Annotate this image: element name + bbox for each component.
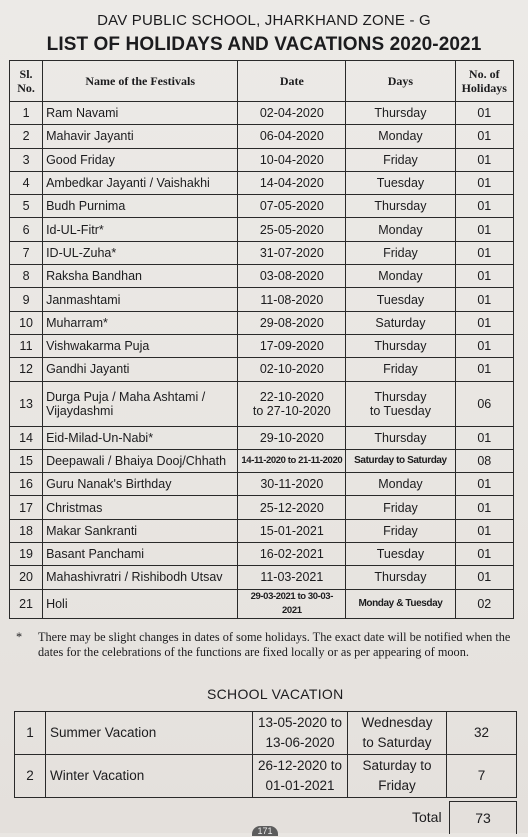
cell-date	[238, 195, 346, 218]
cell-holidays-text: 06	[477, 396, 492, 411]
cell-date-text: 11-08-2020	[260, 292, 324, 307]
cell-days	[346, 449, 455, 472]
cell-date	[238, 358, 346, 381]
cell-sl	[10, 589, 43, 618]
cell-name	[43, 543, 238, 566]
cell-days	[346, 358, 455, 381]
vacation-cell-days-text: to Saturday	[362, 735, 432, 750]
vacation-cell-name-text: Summer Vacation	[50, 725, 157, 740]
cell-holidays-text: 01	[477, 477, 492, 492]
cell-date	[238, 148, 346, 171]
cell-name	[43, 218, 238, 241]
cell-sl-text: 18	[19, 523, 33, 538]
cell-days-text: Monday	[378, 477, 423, 492]
cell-days-text: Thursday	[374, 339, 427, 354]
cell-holidays-text: 01	[477, 362, 492, 377]
cell-name	[43, 566, 238, 589]
cell-days	[346, 589, 455, 618]
table-row	[10, 265, 514, 288]
cell-days	[346, 519, 455, 542]
vacation-cell-count-text: 7	[477, 768, 486, 783]
cell-days-text: Friday	[383, 500, 418, 515]
table-row	[10, 426, 514, 449]
cell-holidays-text: 01	[477, 106, 492, 121]
cell-date-text: 03-08-2020	[259, 269, 324, 284]
cell-days	[346, 125, 455, 148]
table-row	[10, 195, 514, 218]
cell-name	[43, 265, 238, 288]
cell-name	[43, 358, 238, 381]
cell-holidays	[455, 519, 513, 542]
table-row	[10, 218, 514, 241]
cell-date	[238, 288, 346, 311]
cell-days	[346, 426, 455, 449]
col-header-sl: Sl. No.	[10, 61, 43, 102]
vacation-cell-name	[46, 755, 253, 798]
cell-name-text: Deepawali / Bhaiya Dooj/Chhath	[46, 454, 227, 468]
cell-name-text: Ram Navami	[46, 106, 119, 121]
cell-name-text: Christmas	[46, 500, 103, 515]
vacation-cell-count	[447, 712, 517, 755]
cell-holidays	[455, 334, 513, 357]
cell-sl	[10, 449, 43, 472]
cell-name	[43, 148, 238, 171]
cell-name	[43, 241, 238, 264]
cell-holidays-text: 01	[477, 523, 492, 538]
cell-days-text: Tuesday	[376, 292, 425, 307]
cell-days-text: Monday & Tuesday	[358, 597, 443, 609]
cell-days	[346, 148, 455, 171]
vacation-cell-days-text: Saturday to	[362, 758, 432, 773]
cell-sl-text: 3	[22, 152, 30, 167]
cell-days	[346, 496, 455, 519]
cell-date-text: 02-10-2020	[259, 362, 324, 377]
col-header-date: Date	[238, 61, 346, 102]
cell-name-text: Janmashtami	[46, 292, 121, 307]
cell-name	[43, 426, 238, 449]
cell-name	[43, 311, 238, 334]
cell-date-text: 29-03-2021 to 30-03-2021	[250, 590, 333, 616]
cell-sl-text: 11	[19, 339, 33, 354]
cell-name-text: Guru Nanak's Birthday	[46, 477, 172, 492]
cell-days	[346, 241, 455, 264]
table-row	[10, 589, 514, 618]
cell-days	[346, 334, 455, 357]
cell-sl-text: 19	[19, 547, 33, 562]
cell-holidays-text: 01	[477, 570, 492, 585]
total-value: 73	[449, 801, 517, 834]
cell-sl-text: 9	[22, 292, 30, 307]
cell-sl	[10, 102, 43, 125]
cell-name-text: ID-UL-Zuha*	[46, 245, 117, 260]
cell-sl	[10, 241, 43, 264]
cell-holidays	[455, 195, 513, 218]
cell-date-text: 11-03-2021	[260, 570, 324, 585]
footnote-star: *	[16, 630, 23, 644]
vacation-cell-date-text: 13-05-2020 to	[257, 715, 343, 730]
cell-name-text: Vijaydashmi	[46, 403, 114, 418]
cell-days	[346, 102, 455, 125]
table-row	[10, 171, 514, 194]
page-number: 171	[252, 826, 278, 836]
vacation-cell-sl-text: 1	[26, 725, 34, 740]
cell-sl	[10, 265, 43, 288]
cell-holidays	[455, 358, 513, 381]
vacation-cell-date	[253, 712, 348, 755]
cell-name-text: Mahavir Jayanti	[46, 129, 134, 144]
footnote	[16, 630, 516, 660]
table-row	[10, 449, 514, 472]
cell-days	[346, 218, 455, 241]
cell-name-text: Raksha Bandhan	[46, 269, 142, 284]
cell-name-text: Makar Sankranti	[46, 523, 138, 538]
table-row	[10, 519, 514, 542]
vacation-cell-days	[348, 755, 447, 798]
table-row	[10, 334, 514, 357]
vacation-cell-days-text: Friday	[378, 778, 416, 793]
table-row	[10, 311, 514, 334]
vacation-table	[14, 711, 517, 798]
table-row	[10, 496, 514, 519]
cell-days-text: Tuesday	[376, 547, 425, 562]
cell-sl-text: 1	[22, 106, 30, 121]
cell-name	[43, 334, 238, 357]
cell-sl-text: 7	[22, 245, 30, 260]
cell-sl	[10, 519, 43, 542]
cell-days	[346, 566, 455, 589]
table-row	[10, 566, 514, 589]
table-row	[10, 543, 514, 566]
cell-holidays	[455, 496, 513, 519]
cell-holidays	[455, 381, 513, 426]
table-row	[10, 358, 514, 381]
vacation-cell-date-text: 01-01-2021	[265, 778, 335, 793]
cell-name	[43, 288, 238, 311]
cell-sl-text: 2	[22, 129, 30, 144]
cell-date	[238, 381, 346, 426]
cell-sl-text: 21	[19, 596, 33, 611]
cell-days-text: Thursday	[374, 199, 427, 214]
cell-days-text: Saturday to Saturday	[354, 455, 447, 466]
cell-date-text: 02-04-2020	[259, 106, 324, 121]
cell-date	[238, 566, 346, 589]
cell-days-text: Saturday	[375, 315, 426, 330]
cell-days-text: Thursday	[374, 430, 427, 445]
cell-sl-text: 6	[22, 222, 30, 237]
school-name: DAV PUBLIC SCHOOL, JHARKHAND ZONE - G	[97, 12, 431, 29]
cell-holidays-text: 01	[477, 292, 492, 307]
cell-sl-text: 16	[19, 477, 33, 492]
cell-days	[346, 381, 455, 426]
cell-sl-text: 10	[19, 315, 33, 330]
cell-days	[346, 288, 455, 311]
cell-holidays	[455, 148, 513, 171]
cell-sl	[10, 148, 43, 171]
cell-name	[43, 473, 238, 496]
cell-holidays	[455, 218, 513, 241]
cell-holidays-text: 01	[477, 152, 492, 167]
cell-date	[238, 171, 346, 194]
cell-sl-text: 14	[19, 430, 33, 445]
cell-holidays-text: 01	[477, 176, 492, 191]
cell-date	[238, 589, 346, 618]
cell-sl	[10, 125, 43, 148]
cell-date-text: 25-05-2020	[259, 222, 324, 237]
cell-holidays-text: 01	[477, 199, 492, 214]
cell-days-text: Friday	[383, 245, 418, 260]
cell-sl-text: 15	[19, 454, 33, 468]
cell-date-text: 06-04-2020	[259, 129, 324, 144]
table-row	[10, 288, 514, 311]
cell-date	[238, 496, 346, 519]
cell-date	[238, 241, 346, 264]
cell-holidays-text: 01	[477, 547, 492, 562]
cell-holidays	[455, 449, 513, 472]
cell-holidays-text: 01	[477, 430, 492, 445]
cell-name-text: Ambedkar Jayanti / Vaishakhi	[46, 176, 210, 191]
cell-date	[238, 102, 346, 125]
cell-date-text: 17-09-2020	[259, 339, 324, 354]
col-header-name: Name of the Festivals	[43, 61, 238, 102]
cell-sl-text: 8	[22, 269, 30, 284]
cell-days-text: to Tuesday	[369, 403, 432, 418]
cell-sl	[10, 358, 43, 381]
cell-name-text: Vishwakarma Puja	[46, 339, 150, 354]
cell-sl-text: 4	[22, 176, 30, 191]
cell-name-text: Holi	[46, 596, 68, 611]
vacation-cell-sl-text: 2	[26, 768, 34, 783]
cell-date-text: to 27-10-2020	[252, 403, 331, 418]
cell-date-text: 16-02-2021	[259, 547, 324, 562]
cell-name-text: Muharram*	[46, 315, 108, 330]
cell-date	[238, 218, 346, 241]
cell-days	[346, 311, 455, 334]
cell-date	[238, 265, 346, 288]
cell-name-text: Mahashivratri / Rishibodh Utsav	[46, 570, 223, 585]
cell-sl	[10, 473, 43, 496]
vacation-cell-date-text: 26-12-2020 to	[257, 758, 343, 773]
cell-date	[238, 473, 346, 496]
cell-holidays-text: 01	[477, 245, 492, 260]
table-row	[10, 125, 514, 148]
cell-name-text: Gandhi Jayanti	[46, 362, 130, 377]
cell-name	[43, 125, 238, 148]
cell-sl	[10, 288, 43, 311]
cell-days-text: Monday	[378, 222, 423, 237]
total-label: Total	[412, 809, 442, 825]
cell-days-text: Thursday	[374, 106, 427, 121]
vacation-cell-sl	[15, 755, 46, 798]
vacation-table-body	[15, 712, 517, 798]
cell-date-text: 14-04-2020	[259, 176, 324, 191]
cell-days	[346, 473, 455, 496]
cell-holidays	[455, 241, 513, 264]
vacation-cell-date	[253, 755, 348, 798]
cell-date-text: 10-04-2020	[259, 152, 324, 167]
cell-sl	[10, 218, 43, 241]
cell-days	[346, 543, 455, 566]
table-row	[10, 473, 514, 496]
cell-sl-text: 17	[19, 500, 33, 515]
cell-holidays	[455, 102, 513, 125]
table-row	[10, 148, 514, 171]
table-header-row	[10, 61, 514, 102]
cell-name	[43, 195, 238, 218]
cell-name	[43, 519, 238, 542]
cell-holidays-text: 01	[477, 222, 492, 237]
page-title: LIST OF HOLIDAYS AND VACATIONS 2020-2021	[46, 34, 482, 55]
cell-holidays-text: 08	[477, 454, 492, 468]
cell-days-text: Thursday	[374, 570, 427, 585]
cell-holidays	[455, 311, 513, 334]
cell-name	[43, 102, 238, 125]
cell-days-text: Friday	[383, 362, 418, 377]
cell-date-text: 07-05-2020	[259, 199, 324, 214]
footnote-text: There may be slight changes in dates of some holidays. The exact date will be notified when the dates for the celebrations of the functions are fixed locally or as per appearing of moon.	[38, 630, 511, 659]
cell-name	[43, 381, 238, 426]
cell-date-text: 30-11-2020	[260, 477, 324, 492]
cell-name-text: Eid-Milad-Un-Nabi*	[46, 430, 154, 445]
cell-date	[238, 125, 346, 148]
vacation-cell-days-text: Wednesday	[361, 715, 433, 730]
cell-holidays-text: 01	[477, 500, 492, 515]
cell-name-text: Good Friday	[46, 152, 115, 167]
cell-holidays	[455, 171, 513, 194]
cell-holidays	[455, 589, 513, 618]
cell-sl	[10, 496, 43, 519]
cell-sl	[10, 171, 43, 194]
cell-date-text: 14-11-2020 to 21-11-2020	[241, 455, 343, 466]
cell-date-text: 31-07-2020	[259, 245, 324, 260]
cell-sl	[10, 566, 43, 589]
cell-date	[238, 543, 346, 566]
cell-holidays	[455, 473, 513, 496]
cell-date-text: 22-10-2020	[259, 389, 324, 404]
cell-name	[43, 496, 238, 519]
cell-sl-text: 13	[19, 396, 33, 411]
cell-sl	[10, 195, 43, 218]
cell-days	[346, 171, 455, 194]
vacation-row	[15, 755, 517, 798]
cell-date	[238, 334, 346, 357]
cell-holidays	[455, 125, 513, 148]
cell-days-text: Monday	[378, 129, 423, 144]
cell-sl	[10, 543, 43, 566]
cell-holidays	[455, 566, 513, 589]
col-header-holidays: No. of Holidays	[455, 61, 513, 102]
holidays-table-body	[10, 102, 514, 619]
cell-sl	[10, 311, 43, 334]
cell-date-text: 29-08-2020	[259, 315, 324, 330]
cell-name-text: Durga Puja / Maha Ashtami /	[46, 389, 206, 404]
cell-date	[238, 449, 346, 472]
cell-date-text: 29-10-2020	[259, 430, 324, 445]
cell-days-text: Tuesday	[376, 176, 425, 191]
table-row	[10, 241, 514, 264]
vacation-cell-days	[348, 712, 447, 755]
cell-holidays-text: 02	[477, 596, 492, 611]
cell-days-text: Friday	[383, 523, 418, 538]
cell-date	[238, 311, 346, 334]
cell-date-text: 25-12-2020	[259, 500, 324, 515]
cell-sl-text: 20	[19, 570, 33, 585]
col-header-days: Days	[346, 61, 455, 102]
cell-days-text: Friday	[383, 152, 418, 167]
cell-sl	[10, 426, 43, 449]
cell-days-text: Monday	[378, 269, 423, 284]
vacation-cell-count	[447, 755, 517, 798]
cell-sl	[10, 334, 43, 357]
vacation-row	[15, 712, 517, 755]
vacation-cell-date-text: 13-06-2020	[265, 735, 335, 750]
cell-holidays	[455, 426, 513, 449]
cell-name	[43, 449, 238, 472]
cell-holidays	[455, 265, 513, 288]
holidays-table	[9, 60, 514, 619]
cell-holidays-text: 01	[477, 339, 492, 354]
cell-name	[43, 171, 238, 194]
cell-sl-text: 12	[19, 362, 33, 377]
cell-name-text: Id-UL-Fitr*	[46, 222, 104, 237]
table-row	[10, 381, 514, 426]
cell-days	[346, 195, 455, 218]
cell-date-text: 15-01-2021	[259, 523, 324, 538]
cell-holidays-text: 01	[477, 129, 492, 144]
table-row	[10, 102, 514, 125]
cell-date	[238, 426, 346, 449]
cell-holidays-text: 01	[477, 315, 492, 330]
cell-days-text: Thursday	[374, 389, 427, 404]
vacation-cell-count-text: 32	[473, 725, 490, 740]
cell-holidays-text: 01	[477, 269, 492, 284]
vacation-cell-sl	[15, 712, 46, 755]
cell-name-text: Budh Purnima	[46, 199, 126, 214]
cell-name	[43, 589, 238, 618]
cell-days	[346, 265, 455, 288]
cell-sl-text: 5	[22, 199, 30, 214]
cell-sl	[10, 381, 43, 426]
cell-holidays	[455, 543, 513, 566]
cell-date	[238, 519, 346, 542]
cell-holidays	[455, 288, 513, 311]
vacation-cell-name	[46, 712, 253, 755]
cell-name-text: Basant Panchami	[46, 547, 145, 562]
vacation-title: SCHOOL VACATION	[207, 686, 344, 702]
vacation-cell-name-text: Winter Vacation	[50, 768, 145, 783]
